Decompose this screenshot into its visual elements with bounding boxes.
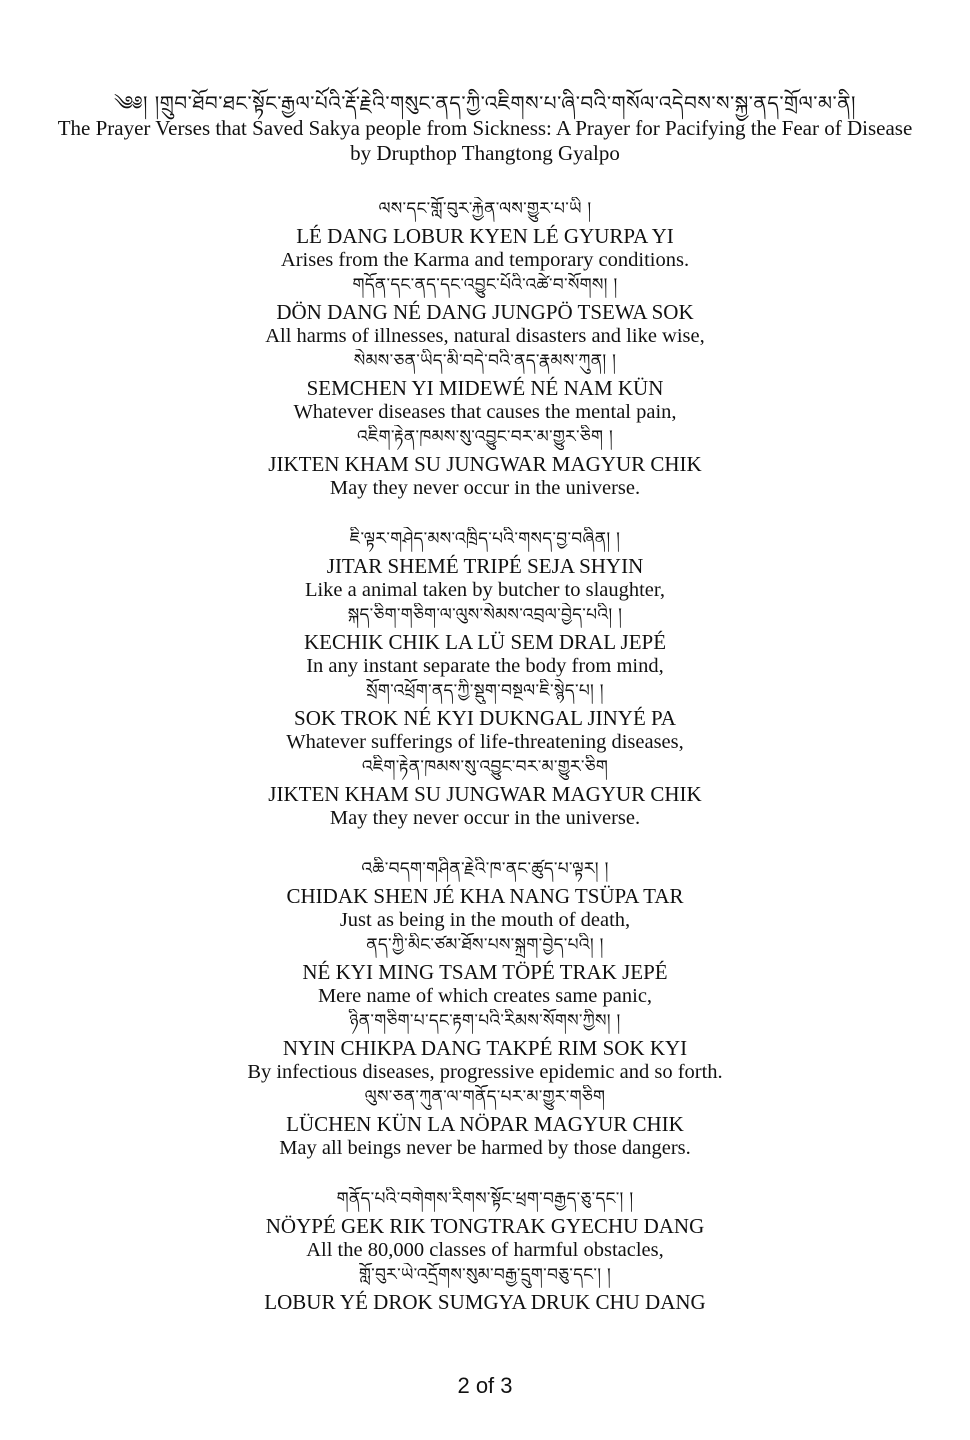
translation-line: Whatever diseases that causes the mental pain, (293, 401, 677, 423)
tibetan-line: འཆི་བདག་གཤིན་རྗེའི་ཁ་ནང་ཚུད་པ་ལྟར། ། (361, 859, 609, 879)
stanza (0, 857, 970, 1161)
transliteration-line: KECHIK CHIK LA LÜ SEM DRAL JEPÉ (303, 630, 667, 654)
tibetan-line: སྐད་ཅིག་གཅིག་ལ་ལུས་སེམས་འབྲལ་བྱེད་པའི། ། (347, 605, 623, 625)
transliteration-line: SEMCHEN YI MIDEWÉ NÉ NAM KÜN (306, 376, 664, 400)
prayer-verses (0, 197, 970, 1340)
stanza (0, 197, 970, 501)
tibetan-line: འཇིག་རྟེན་ཁམས་སུ་འབྱུང་བར་མ་གྱུར་ཅིག (361, 757, 609, 777)
tibetan-title: ༄༅། །གྲུབ་ཐོབ་ཐང་སྟོང་རྒྱལ་པོའི་རྡོ་རྗེའི་གསུང་ནད་ཀྱི་འཇིགས་པ་ཞི་བའི་གསོལ་འདེབས་ས་སྐྱ་ནད་གྲོལ་མ་ནི། (114, 91, 856, 115)
tibetan-line: སྲོག་འཕྲོག་ནད་ཀྱི་སྡུག་བསྔལ་ཇི་སྙེད་པ། ། (366, 681, 604, 701)
translation-line: Mere name of which creates same panic, (317, 985, 653, 1007)
document-header (0, 90, 970, 166)
translation-line: Arises from the Karma and temporary conditions. (280, 249, 690, 271)
tibetan-line: འཇིག་རྟེན་ཁམས་སུ་འབྱུང་བར་མ་གྱུར་ཅིག ། (356, 427, 614, 447)
transliteration-line: LOBUR YÉ DROK SUMGYA DRUK CHU DANG (264, 1290, 706, 1314)
tibetan-line: གདོན་དང་ནད་དང་འབྱུང་པོའི་འཚེ་བ་སོགས། ། (352, 275, 618, 295)
tibetan-line: གློ་བུར་ཡེ་འདྲོགས་སུམ་བརྒྱ་དྲུག་བཅུ་དང་། ། (358, 1265, 612, 1285)
stanza (0, 527, 970, 831)
translation-line: Like a animal taken by butcher to slaughter, (304, 579, 666, 601)
translation-line: May all beings never be harmed by those dangers. (279, 1137, 691, 1159)
tibetan-line: ཇི་ལྟར་གཤེད་མས་འཁྲིད་པའི་གསད་བྱ་བཞིན། ། (349, 529, 621, 549)
translation-line: In any instant separate the body from mind, (306, 655, 664, 677)
transliteration-line: NÖYPÉ GEK RIK TONGTRAK GYECHU DANG (265, 1214, 705, 1238)
transliteration-line: LÜCHEN KÜN LA NÖPAR MAGYUR CHIK (286, 1112, 684, 1136)
transliteration-line: DÖN DANG NÉ DANG JUNGPÖ TSEWA SOK (276, 300, 694, 324)
translation-line: May they never occur in the universe. (329, 807, 641, 829)
translation-line: May they never occur in the universe. (329, 477, 641, 499)
tibetan-line: ནད་ཀྱི་མིང་ཙམ་ཐོས་པས་སྐྲག་བྱེད་པའི། ། (366, 935, 604, 955)
stanza (0, 1187, 970, 1314)
transliteration-line: SOK TROK NÉ KYI DUKNGAL JINYÉ PA (294, 706, 676, 730)
transliteration-line: JIKTEN KHAM SU JUNGWAR MAGYUR CHIK (268, 452, 702, 476)
transliteration-line: JIKTEN KHAM SU JUNGWAR MAGYUR CHIK (268, 782, 702, 806)
author-byline: by Drupthop Thangtong Gyalpo (350, 141, 620, 165)
tibetan-line: ལས་དང་གློ་བུར་རྐྱེན་ལས་གྱུར་པ་ཡི ། (378, 199, 592, 219)
transliteration-line: CHIDAK SHEN JÉ KHA NANG TSÜPA TAR (286, 884, 684, 908)
transliteration-line: NÉ KYI MING TSAM TÖPÉ TRAK JEPÉ (302, 960, 668, 984)
translation-line: Whatever sufferings of life-threatening diseases, (286, 731, 684, 753)
transliteration-line: JITAR SHEMÉ TRIPÉ SEJA SHYIN (326, 554, 644, 578)
translation-line: All the 80,000 classes of harmful obstacles, (306, 1239, 664, 1261)
tibetan-line: སེམས་ཅན་ཡིད་མི་བདེ་བའི་ནད་རྣམས་ཀུན། ། (353, 351, 617, 371)
translation-line: Just as being in the mouth of death, (339, 909, 631, 931)
tibetan-line: གནོད་པའི་བགེགས་རིགས་སྟོང་ཕྲག་བརྒྱད་ཅུ་དང་། ། (336, 1189, 634, 1209)
tibetan-line: ལུས་ཅན་ཀུན་ལ་གནོད་པར་མ་གྱུར་གཅིག (364, 1087, 606, 1107)
page-number: 2 of 3 (457, 1373, 513, 1398)
transliteration-line: NYIN CHIKPA DANG TAKPÉ RIM SOK KYI (282, 1036, 688, 1060)
translation-line: By infectious diseases, progressive epidemic and so forth. (247, 1061, 723, 1083)
transliteration-line: LÉ DANG LOBUR KYEN LÉ GYURPA YI (296, 224, 674, 248)
translation-line: All harms of illnesses, natural disasters and like wise, (265, 325, 705, 347)
english-title: The Prayer Verses that Saved Sakya people from Sickness: A Prayer for Pacifying the Fear of Disease (57, 116, 913, 140)
tibetan-line: ཉིན་གཅིག་པ་དང་རྟག་པའི་རིམས་སོགས་ཀྱིས། ། (349, 1011, 621, 1031)
